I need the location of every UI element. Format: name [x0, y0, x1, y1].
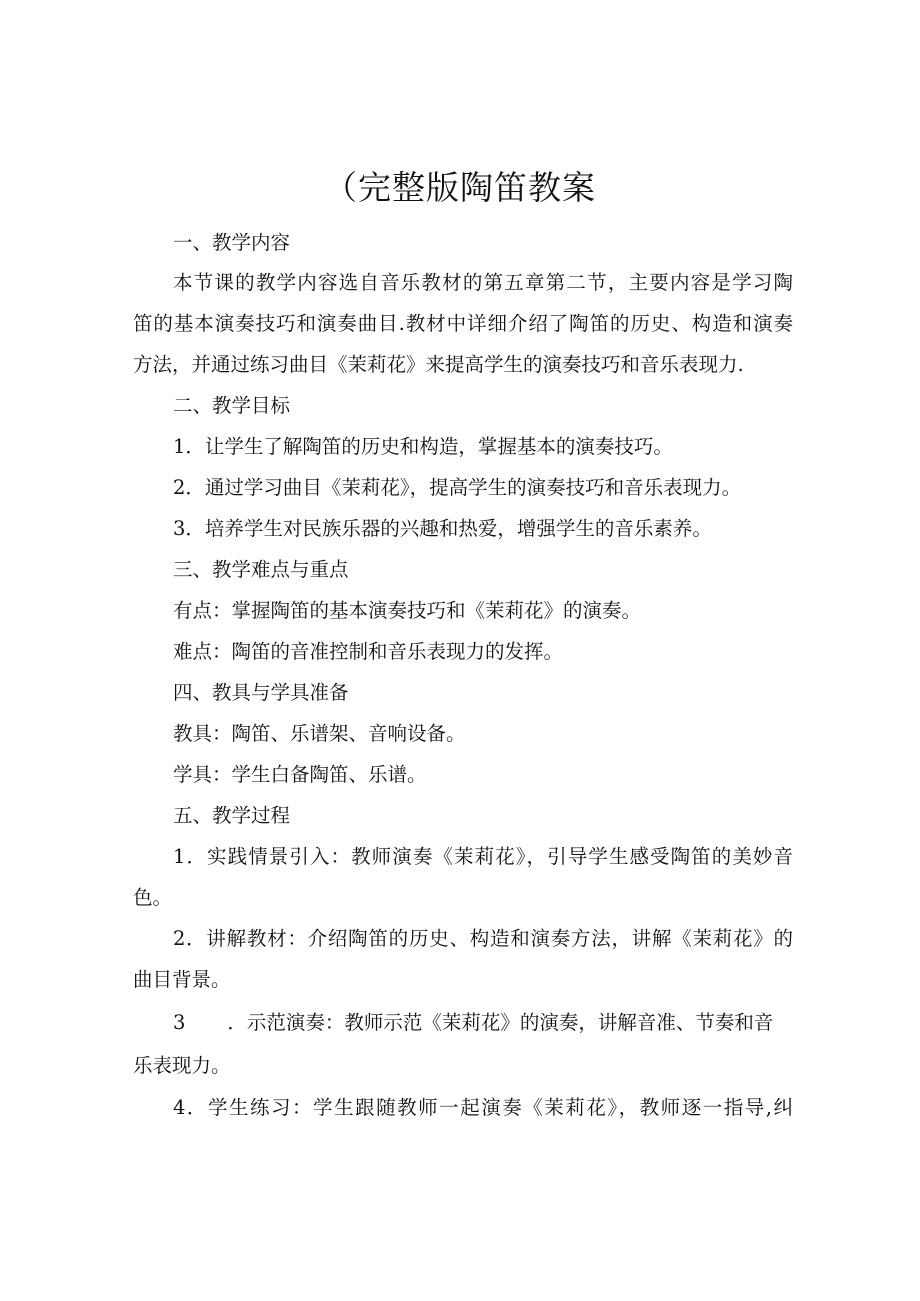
- list-item: 1．让学生了解陶笛的历史和构造，掌握基本的演奏技巧。: [173, 435, 673, 458]
- section-heading-process: 五、教学过程: [173, 804, 291, 827]
- document-title: （完整版陶笛教案: [324, 168, 596, 207]
- list-item: [173, 1009, 793, 1037]
- paragraph-line: 笛的基本演奏技巧和演奏曲目.教材中详细介绍了陶笛的历史、构造和演奏: [133, 312, 793, 335]
- teacher-materials-text: 教具：陶笛、乐谱架、音响设备。: [173, 722, 466, 745]
- list-item: 3．培养学生对民族乐器的兴趣和热爱，增强学生的音乐素养。: [173, 517, 712, 540]
- section-heading-content: 一、教学内容: [173, 231, 291, 254]
- section-heading-materials: 四、教具与学具准备: [173, 681, 349, 704]
- paragraph-line: 本节课的教学内容选自音乐教材的第五章第二节，主要内容是学习陶: [173, 271, 793, 294]
- list-item: 2．通过学习曲目《茉莉花》，提高学生的演奏技巧和音乐表现力。: [173, 476, 742, 499]
- list-item-number: 3: [173, 1011, 186, 1034]
- list-item-continuation: 色。: [133, 886, 173, 909]
- list-item-continuation: 乐表现力。: [133, 1054, 231, 1077]
- key-point-text: 有点：掌握陶笛的基本演奏技巧和《茉莉花》的演奏。: [173, 599, 642, 622]
- section-heading-objectives: 二、教学目标: [173, 394, 291, 417]
- list-item-continuation: 曲目背景。: [133, 968, 231, 991]
- student-materials-text: 学具：学生白备陶笛、乐谱。: [173, 763, 427, 786]
- list-item: 1．实践情景引入：教师演奏《茉莉花》，引导学生感受陶笛的美妙音: [173, 845, 793, 868]
- paragraph-line: 方法，并通过练习曲目《茉莉花》来提高学生的演奏技巧和音乐表现力.: [133, 353, 744, 376]
- list-item: 2．讲解教材：介绍陶笛的历史、构造和演奏方法，讲解《茉莉花》的: [173, 927, 793, 950]
- list-item: 4．学生练习：学生跟随教师一起演奏《茉莉花》，教师逐一指导,纠: [173, 1096, 793, 1119]
- list-item-text: ．示范演奏：教师示范《茉莉花》的演奏，讲解音准、节奏和音: [227, 1011, 774, 1034]
- difficulty-text: 难点：陶笛的音准控制和音乐表现力的发挥。: [173, 640, 564, 663]
- section-heading-key-points: 三、教学难点与重点: [173, 558, 349, 581]
